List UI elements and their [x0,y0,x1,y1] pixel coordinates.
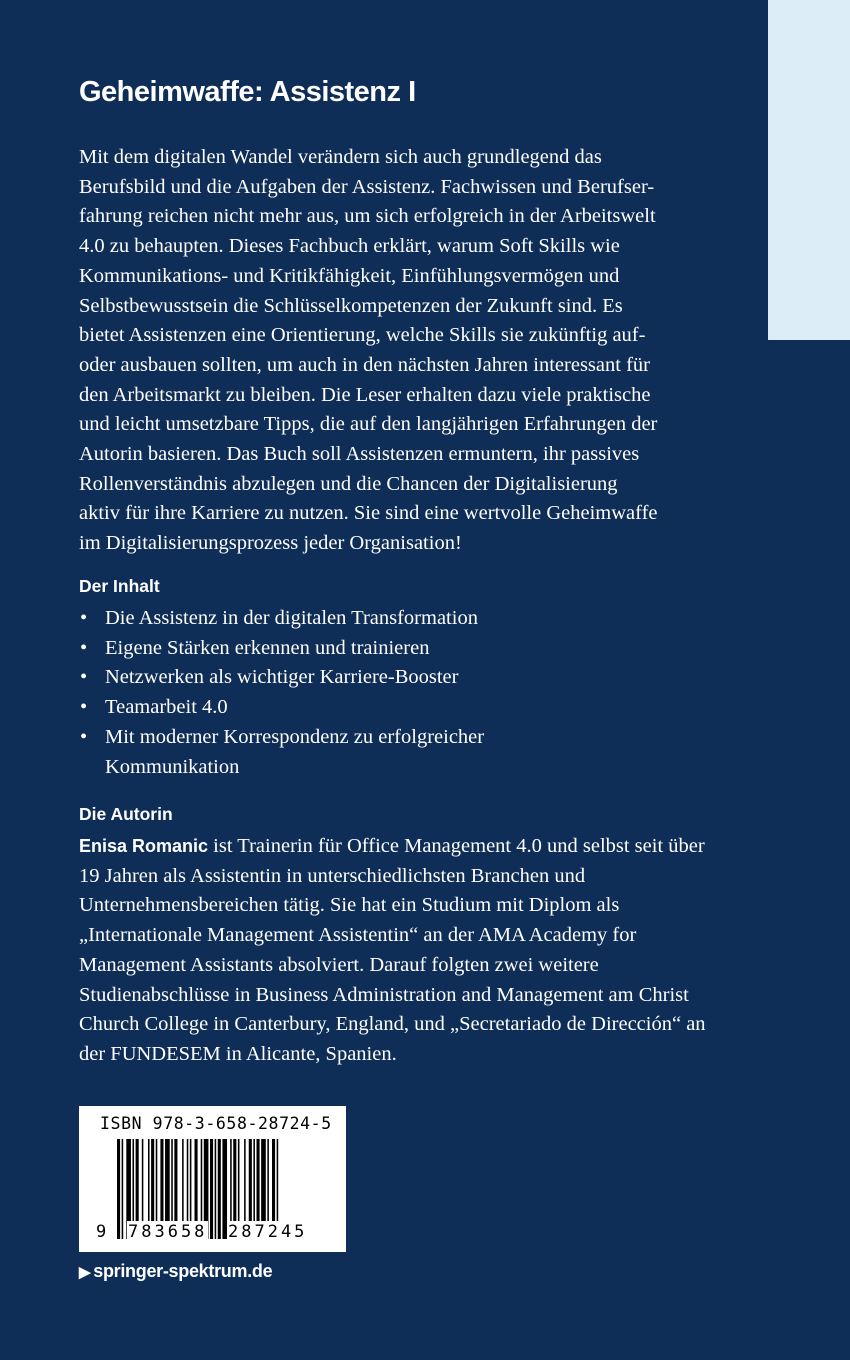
blurb-line: Autorin basieren. Das Buch soll Assistenzen ermuntern, ihr passives [79,443,640,466]
blurb-paragraph [79,143,715,559]
blurb-line: im Digitalisierungsprozess jeder Organisation! [79,532,462,555]
publisher-link[interactable] [79,1261,272,1282]
publisher-url: springer-spektrum.de [93,1261,273,1281]
blurb-line: aktiv für ihre Karriere zu nutzen. Sie sind eine wertvolle Geheimwaffe [79,502,658,525]
list-item-text: Die Assistenz in der digitalen Transformation [105,607,478,629]
barcode-bar [210,1139,213,1239]
list-item-text: Netzwerken als wichtiger Karriere-Booster [105,666,459,689]
list-item [79,723,565,782]
barcode-digit-first: 9 [96,1222,107,1242]
blurb-line: 4.0 zu behaupten. Dieses Fachbuch erklärt, warum Soft Skills wie [79,235,620,258]
list-item [79,693,719,723]
blurb-line: Berufsbild und die Aufgaben der Assistenz. Fachwissen und Berufser- [79,175,655,198]
blurb-line: Selbstbewusstsein die Schlüsselkompetenzen der Zukunft sind. Es [79,294,623,317]
blurb-line: Kommunikations- und Kritikfähigkeit, Einfühlungsvermögen und [79,264,620,287]
list-item-text: Mit moderner Korrespondenz zu erfolgreicher Kommunikation [105,725,485,778]
barcode-bar [218,1139,221,1239]
author-bio [79,832,715,1070]
barcode-bar [117,1139,120,1239]
blurb-line: Rollenverständnis abzulegen und die Chancen der Digitalisierung [79,472,618,495]
blurb-line: Mit dem digitalen Wandel verändern sich auch grundlegend das [79,146,602,168]
bullet-icon: • [80,725,88,748]
barcode-bar [122,1139,124,1239]
list-item [79,634,719,664]
bullet-icon: • [80,636,88,659]
author-name: Enisa Romanic [79,836,209,856]
contents-list [79,604,719,782]
barcode-bar [215,1139,217,1239]
isbn-label: ISBN 978-3-658-28724-5 [100,1114,332,1133]
side-color-band [768,0,850,340]
book-title: Geheimwaffe: Assistenz I [79,76,416,108]
author-bio-text: ist Trainerin für Office Management 4.0 und selbst seit über 19 Jahren als Assistentin in unterschiedlichsten Branchen und Unternehmensbereichen tätig. Sie hat ein Studium mit Diplom als „Internationale Management Assistentin“ an der AMA Academy for Management Assistants absolviert. Darauf folgten zwei weitere Studienabschlüsse in Business Administration and Management am Christ Church College in Canterbury, England, und „Secretariado de Dirección“ an der FUNDESEM in Alicante, Spanien. [79,835,706,1065]
list-item-text: Eigene Stärken erkennen und trainieren [105,636,430,659]
bullet-icon: • [80,607,88,629]
list-item [79,663,719,693]
author-heading: Die Autorin [79,804,173,824]
blurb-line: und leicht umsetzbare Tipps, die auf den langjährigen Erfahrungen der [79,413,658,436]
play-arrow-icon: ▶ [79,1264,91,1281]
list-item [79,604,719,634]
isbn-barcode [79,1106,346,1252]
bullet-icon: • [80,696,88,719]
blurb-line: bietet Assistenzen eine Orientierung, welche Skills sie zukünftig auf- [79,324,646,347]
bullet-icon: • [80,666,88,689]
list-item-text: Teamarbeit 4.0 [105,696,228,719]
barcode-digits-right: 287245 [228,1222,308,1242]
contents-heading: Der Inhalt [79,576,160,596]
blurb-line: fahrung reichen nicht mehr aus, um sich erfolgreich in der Arbeitswelt [79,205,656,228]
blurb-line: den Arbeitsmarkt zu bleiben. Die Leser erhalten dazu viele praktische [79,383,651,406]
blurb-line: oder ausbauen sollten, um auch in den nächsten Jahren interessant für [79,353,650,376]
barcode-digits-left: 783658 [128,1222,208,1242]
